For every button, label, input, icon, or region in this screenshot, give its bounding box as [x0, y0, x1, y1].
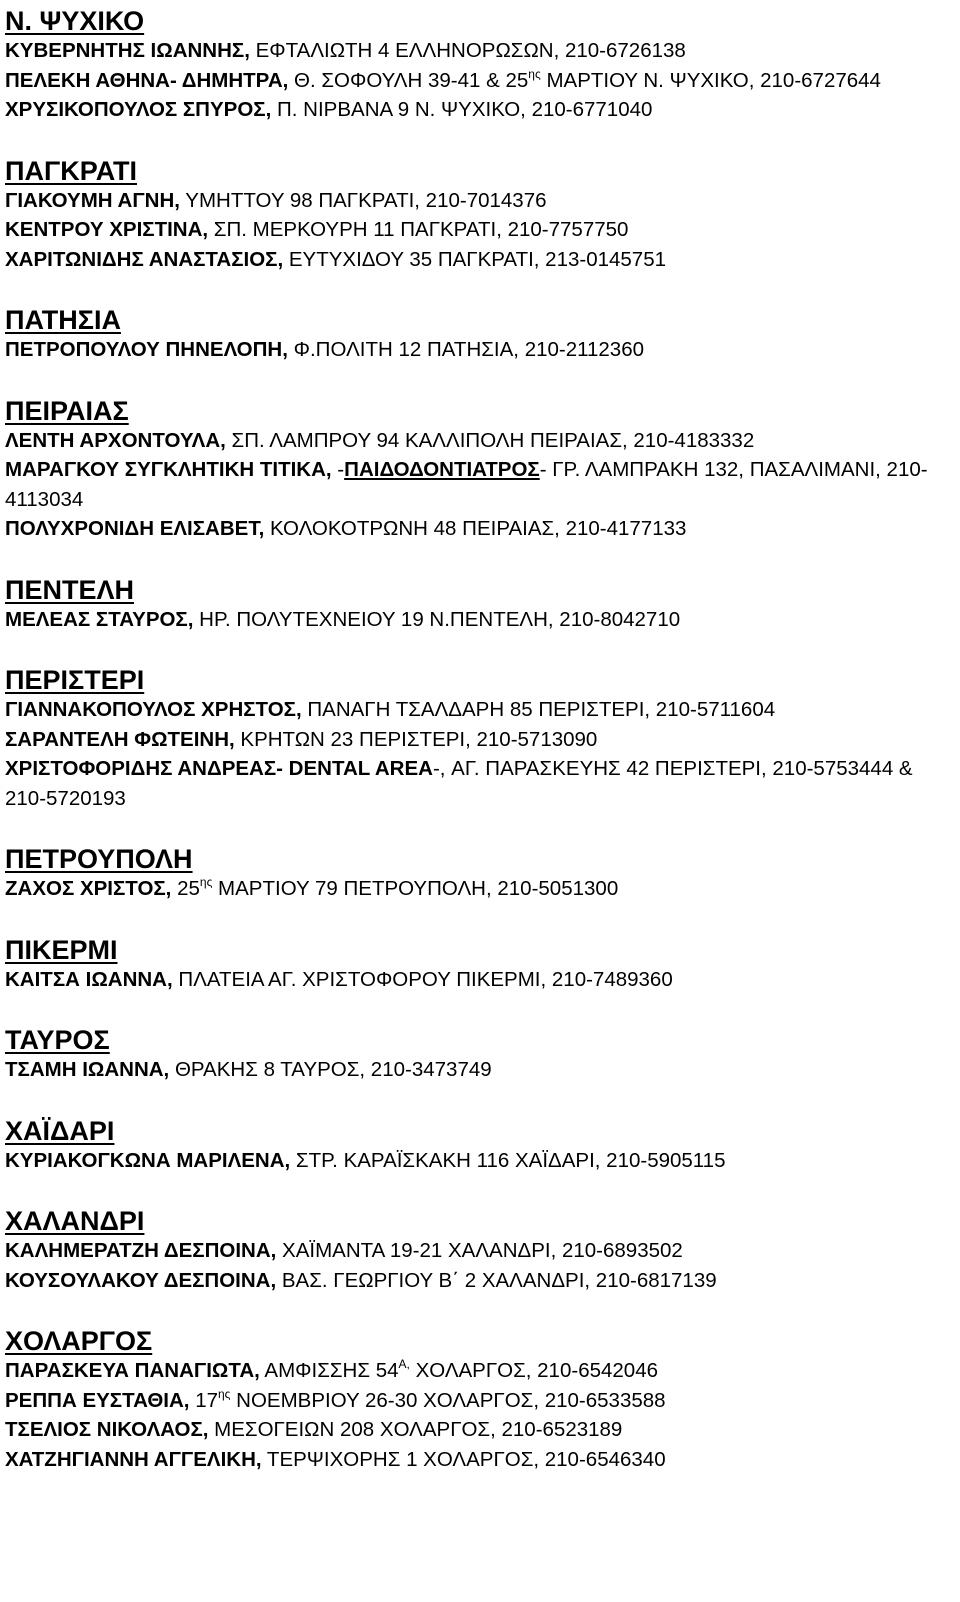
- section-petroupoli: [5, 838, 950, 904]
- list-item: [5, 66, 950, 96]
- dentist-name: ΚΥΡΙΑΚΟΓΚΩΝΑ ΜΑΡΙΛΕΝΑ,: [5, 1148, 291, 1172]
- list-item: [5, 1356, 950, 1386]
- dentist-address: ΧΑΪΜΑΝΤΑ 19-21 ΧΑΛΑΝΔΡΙ, 210-6893502: [276, 1239, 683, 1262]
- ordinal-suffix: ης: [218, 1386, 231, 1401]
- section-heading: ΠΕΙΡΑΙΑΣ: [5, 395, 129, 426]
- dentist-name: ΓΙΑΚΟΥΜΗ ΑΓΝΗ,: [5, 188, 180, 212]
- dentist-name: ΠΕΛΕΚΗ ΑΘΗΝΑ- ΔΗΜΗΤΡΑ,: [5, 68, 289, 92]
- dentist-name: ΤΣΑΜΗ ΙΩΑΝΝΑ,: [5, 1058, 170, 1081]
- section-heading: ΧΟΛΑΡΓΟΣ: [5, 1326, 153, 1356]
- list-item: [5, 1386, 950, 1416]
- section-heading: Ν. ΨΥΧΙΚΟ: [5, 6, 145, 36]
- section-heading: ΤΑΥΡΟΣ: [5, 1025, 110, 1055]
- dentist-address: ΜΑΡΤΙΟΥ 79 ΠΕΤΡΟΥΠΟΛΗ, 210-5051300: [212, 877, 619, 900]
- list-item: [5, 36, 950, 66]
- list-item: [5, 1415, 950, 1445]
- dentist-address: ΝΟΕΜΒΡΙΟΥ 26-30 ΧΟΛΑΡΓΟΣ, 210-6533588: [230, 1388, 666, 1412]
- dentist-name: ΜΕΛΕΑΣ ΣΤΑΥΡΟΣ,: [5, 607, 194, 631]
- section-heading: ΠΑΤΗΣΙΑ: [5, 305, 121, 335]
- section-pikermi: [5, 929, 950, 995]
- dentist-name: ΛΕΝΤΗ ΑΡΧΟΝΤΟΥΛΑ,: [5, 428, 226, 452]
- dentist-address: - ΓΡ. ΛΑΜΠΡΑΚΗ 132, ΠΑΣΑΛΙΜΑΝΙ, 210-4113034: [5, 458, 928, 511]
- list-item: [5, 1236, 950, 1266]
- list-item: [5, 725, 950, 755]
- dentist-address: ΕΥΤΥΧΙΔΟΥ 35 ΠΑΓΚΡΑΤΙ, 213-0145751: [283, 247, 667, 271]
- section-patisia: [5, 299, 950, 365]
- list-item: [5, 1055, 950, 1085]
- dentist-name: ΧΡΙΣΤΟΦΟΡΙΔΗΣ ΑΝΔΡΕΑΣ- DENTAL AREA: [5, 757, 433, 780]
- list-item: [5, 245, 950, 275]
- list-item: [5, 514, 950, 544]
- dentist-directory-page: [5, 0, 950, 1474]
- section-pagkrati: [5, 150, 950, 275]
- dentist-address: Π. ΝΙΡΒΑΝΑ 9 Ν. ΨΥΧΙΚΟ, 210-6771040: [271, 98, 653, 121]
- dentist-address: ΕΦΤΑΛΙΩΤΗ 4 ΕΛΛΗΝΟΡΩΣΩΝ, 210-6726138: [249, 39, 686, 62]
- dentist-address: ΜΑΡΤΙΟΥ Ν. ΨΥΧΙΚΟ, 210-6727644: [540, 68, 881, 92]
- address-suffix: Α,: [398, 1357, 410, 1371]
- dentist-address: ΣΠ. ΛΑΜΠΡΟΥ 94 ΚΑΛΛΙΠΟΛΗ ΠΕΙΡΑΙΑΣ, 210-4183332: [225, 428, 755, 452]
- list-item: [5, 1146, 950, 1176]
- list-item: [5, 695, 950, 725]
- dentist-name: ΜΑΡΑΓΚΟΥ ΣΥΓΚΛΗΤΙΚΗ ΤΙΤΙΚΑ,: [5, 458, 332, 481]
- section-heading: ΠΕΡΙΣΤΕΡΙ: [5, 665, 145, 695]
- specialty-tag: ΠΑΙΔΟΔΟΝΤΙΑΤΡΟΣ: [344, 458, 540, 481]
- dentist-address: ΒΑΣ. ΓΕΩΡΓΙΟΥ Β΄ 2 ΧΑΛΑΝΔΡΙ, 210-6817139: [276, 1268, 717, 1292]
- section-heading: ΠΙΚΕΡΜΙ: [5, 934, 118, 965]
- dentist-address-prefix: 17: [189, 1388, 218, 1412]
- dentist-address: ΚΡΗΤΩΝ 23 ΠΕΡΙΣΤΕΡΙ, 210-5713090: [234, 727, 598, 751]
- list-item: [5, 455, 950, 514]
- dentist-name: ΠΑΡΑΣΚΕΥΑ ΠΑΝΑΓΙΩΤΑ,: [5, 1359, 260, 1382]
- dentist-address-prefix: Θ. ΣΟΦΟΥΛΗ 39-41 & 25: [288, 68, 529, 92]
- dentist-address: -, ΑΓ. ΠΑΡΑΣΚΕΥΗΣ 42 ΠΕΡΙΣΤΕΡΙ, 210-5753444 & 210-5720193: [5, 757, 913, 810]
- list-item: [5, 754, 950, 813]
- dentist-address: ΜΕΣΟΓΕΙΩΝ 208 ΧΟΛΑΡΓΟΣ, 210-6523189: [208, 1418, 623, 1441]
- dentist-name: ΚΟΥΣΟΥΛΑΚΟΥ ΔΕΣΠΟΙΝΑ,: [5, 1268, 277, 1292]
- dentist-address: ΥΜΗΤΤΟΥ 98 ΠΑΓΚΡΑΤΙ, 210-7014376: [179, 188, 547, 212]
- section-heading: ΠΕΝΤΕΛΗ: [5, 574, 135, 605]
- section-penteli: [5, 569, 950, 635]
- list-item: [5, 874, 950, 904]
- dentist-name: ΧΡΥΣΙΚΟΠΟΥΛΟΣ ΣΠΥΡΟΣ,: [5, 98, 272, 121]
- dentist-address-prefix: -: [331, 458, 345, 481]
- section-peristeri: [5, 659, 950, 813]
- dentist-name: ΤΣΕΛΙΟΣ ΝΙΚΟΛΑΟΣ,: [5, 1418, 209, 1441]
- dentist-address-prefix: ΑΜΦΙΣΣΗΣ 54: [259, 1359, 399, 1382]
- dentist-name: ΡΕΠΠΑ ΕΥΣΤΑΘΙΑ,: [5, 1388, 190, 1412]
- list-item: [5, 215, 950, 245]
- ordinal-suffix: ης: [199, 875, 213, 889]
- ordinal-suffix: ης: [528, 66, 541, 81]
- section-peiraias: [5, 390, 950, 544]
- section-heading: ΧΑΪΔΑΡΙ: [5, 1115, 115, 1146]
- list-item: [5, 186, 950, 216]
- list-item: [5, 965, 950, 995]
- section-n-psychiko: [5, 0, 950, 125]
- dentist-address-prefix: 25: [171, 877, 200, 900]
- section-cholargos: [5, 1320, 950, 1474]
- list-item: [5, 605, 950, 635]
- dentist-name: ΖΑΧΟΣ ΧΡΙΣΤΟΣ,: [5, 877, 172, 900]
- dentist-address: ΧΟΛΑΡΓΟΣ, 210-6542046: [409, 1359, 658, 1382]
- section-tavros: [5, 1019, 950, 1085]
- list-item: [5, 1445, 950, 1475]
- dentist-name: ΠΟΛΥΧΡΟΝΙΔΗ ΕΛΙΣΑΒΕΤ,: [5, 517, 265, 540]
- section-heading: ΠΑΓΚΡΑΤΙ: [5, 155, 137, 186]
- dentist-address: ΗΡ. ΠΟΛΥΤΕΧΝΕΙΟΥ 19 Ν.ΠΕΝΤΕΛΗ, 210-8042710: [193, 607, 681, 631]
- section-chaidari: [5, 1110, 950, 1176]
- dentist-name: ΧΑΤΖΗΓΙΑΝΝΗ ΑΓΓΕΛΙΚΗ,: [5, 1447, 262, 1471]
- dentist-name: ΧΑΡΙΤΩΝΙΔΗΣ ΑΝΑΣΤΑΣΙΟΣ,: [5, 247, 284, 271]
- section-heading: ΧΑΛΑΝΔΡΙ: [5, 1206, 145, 1236]
- list-item: [5, 95, 950, 125]
- dentist-address: ΤΕΡΨΙΧΟΡΗΣ 1 ΧΟΛΑΡΓΟΣ, 210-6546340: [261, 1447, 666, 1471]
- dentist-name: ΠΕΤΡΟΠΟΥΛΟΥ ΠΗΝΕΛΟΠΗ,: [5, 338, 288, 361]
- section-heading: ΠΕΤΡΟΥΠΟΛΗ: [5, 844, 193, 874]
- dentist-name: ΚΑΙΤΣΑ ΙΩΑΝΝΑ,: [5, 967, 173, 991]
- list-item: [5, 1266, 950, 1296]
- dentist-address: ΣΤΡ. ΚΑΡΑΪΣΚΑΚΗ 116 ΧΑΪΔΑΡΙ, 210-5905115: [290, 1148, 726, 1172]
- list-item: [5, 335, 950, 365]
- dentist-name: ΚΥΒΕΡΝΗΤΗΣ ΙΩΑΝΝΗΣ,: [5, 39, 250, 62]
- dentist-address: ΠΛΑΤΕΙΑ ΑΓ. ΧΡΙΣΤΟΦΟΡΟΥ ΠΙΚΕΡΜΙ, 210-7489360: [172, 967, 673, 991]
- dentist-name: ΚΑΛΗΜΕΡΑΤΖΗ ΔΕΣΠΟΙΝΑ,: [5, 1239, 277, 1262]
- dentist-name: ΣΑΡΑΝΤΕΛΗ ΦΩΤΕΙΝΗ,: [5, 727, 235, 751]
- dentist-name: ΚΕΝΤΡΟΥ ΧΡΙΣΤΙΝΑ,: [5, 218, 209, 241]
- list-item: [5, 426, 950, 456]
- dentist-address: ΘΡΑΚΗΣ 8 ΤΑΥΡΟΣ, 210-3473749: [169, 1058, 492, 1081]
- dentist-address: ΠΑΝΑΓΗ ΤΣΑΛΔΑΡΗ 85 ΠΕΡΙΣΤΕΡΙ, 210-5711604: [301, 698, 776, 721]
- dentist-address: ΚΟΛΟΚΟΤΡΩΝΗ 48 ΠΕΙΡΑΙΑΣ, 210-4177133: [264, 517, 687, 540]
- dentist-address: Φ.ΠΟΛΙΤΗ 12 ΠΑΤΗΣΙΑ, 210-2112360: [287, 338, 645, 361]
- section-chalandri: [5, 1200, 950, 1295]
- dentist-address: ΣΠ. ΜΕΡΚΟΥΡΗ 11 ΠΑΓΚΡΑΤΙ, 210-7757750: [208, 218, 629, 241]
- dentist-name: ΓΙΑΝΝΑΚΟΠΟΥΛΟΣ ΧΡΗΣΤΟΣ,: [5, 698, 302, 721]
